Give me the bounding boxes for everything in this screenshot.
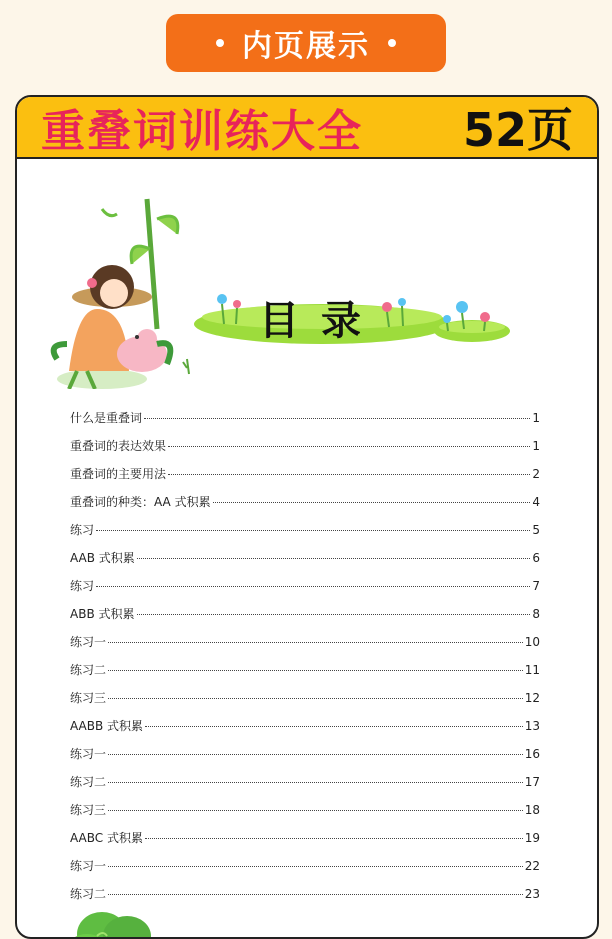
toc-entry-label: AABB 式积累 bbox=[70, 719, 144, 733]
toc-entry-label: 什么是重叠词 bbox=[70, 411, 143, 425]
toc-entry-label: 练习 bbox=[70, 579, 95, 593]
dot-leader bbox=[168, 446, 530, 447]
dot-leader bbox=[108, 754, 523, 755]
toc-entry-page-number: 4 bbox=[532, 495, 540, 509]
toc-entry-label: 练习一 bbox=[70, 635, 107, 649]
toc-entry-label: ABB 式积累 bbox=[70, 607, 135, 621]
book-title: 重叠词训练大全 bbox=[41, 106, 363, 157]
toc-header-illustration bbox=[17, 159, 597, 389]
toc-entry-page-number: 17 bbox=[524, 775, 540, 789]
dot-leader bbox=[108, 698, 523, 699]
toc-entry-label: 练习三 bbox=[70, 691, 107, 705]
toc-entry-page-number: 18 bbox=[524, 803, 540, 817]
dot-leader bbox=[137, 558, 530, 559]
dot-leader bbox=[137, 614, 531, 615]
dot-leader bbox=[108, 670, 523, 671]
toc-entry[interactable] bbox=[70, 577, 540, 605]
toc-entry[interactable] bbox=[70, 661, 540, 689]
toc-entry-page-number: 19 bbox=[524, 831, 540, 845]
toc-entry-page-number: 23 bbox=[524, 887, 540, 901]
toc-entry[interactable] bbox=[70, 549, 540, 577]
title-banner bbox=[17, 97, 597, 159]
dot-leader bbox=[213, 502, 530, 503]
dot-leader bbox=[144, 418, 530, 419]
toc-entry-label: 重叠词的种类：AA 式积累 bbox=[70, 495, 211, 509]
toc-entry-label: 重叠词的主要用法 bbox=[70, 467, 167, 481]
toc-entry-label: AAB 式积累 bbox=[70, 551, 135, 565]
toc-entry[interactable] bbox=[70, 801, 540, 829]
book-page-frame bbox=[15, 95, 599, 939]
bush-icon bbox=[57, 904, 167, 939]
toc-entry-label: 练习一 bbox=[70, 747, 107, 761]
toc-entry-page-number: 10 bbox=[524, 635, 540, 649]
toc-entry-page-number: 6 bbox=[532, 551, 540, 565]
toc-entry-page-number: 5 bbox=[532, 523, 540, 537]
toc-entry[interactable] bbox=[70, 745, 540, 773]
toc-entry-page-number: 7 bbox=[532, 579, 540, 593]
toc-entry[interactable] bbox=[70, 521, 540, 549]
toc-entry[interactable] bbox=[70, 829, 540, 857]
dot-leader bbox=[145, 726, 523, 727]
toc-entry-label: AABC 式积累 bbox=[70, 831, 143, 845]
toc-entry-label: 练习二 bbox=[70, 775, 107, 789]
toc-entry-page-number: 1 bbox=[532, 439, 540, 453]
toc-entry-label: 练习 bbox=[70, 523, 95, 537]
dot-leader bbox=[108, 894, 523, 895]
grass-flowers-icon bbox=[434, 301, 510, 342]
toc-entry-page-number: 16 bbox=[524, 747, 540, 761]
toc-entry-page-number: 1 bbox=[532, 411, 540, 425]
dot-leader bbox=[145, 838, 523, 839]
toc-entry-page-number: 12 bbox=[524, 691, 540, 705]
dot-leader bbox=[108, 810, 523, 811]
toc-entry-label: 练习一 bbox=[70, 859, 107, 873]
dot-leader bbox=[108, 866, 523, 867]
toc-entry[interactable] bbox=[70, 773, 540, 801]
section-tag-label: 内页展示 bbox=[242, 29, 370, 64]
toc-entry[interactable] bbox=[70, 605, 540, 633]
dot-leader bbox=[108, 642, 523, 643]
toc-entry-label: 练习二 bbox=[70, 663, 107, 677]
toc-entry[interactable] bbox=[70, 689, 540, 717]
toc-entry-page-number: 2 bbox=[532, 467, 540, 481]
dot-icon bbox=[388, 39, 396, 47]
table-of-contents bbox=[70, 409, 540, 913]
toc-entry[interactable] bbox=[70, 493, 540, 521]
toc-entry[interactable] bbox=[70, 717, 540, 745]
toc-entry-label: 练习三 bbox=[70, 803, 107, 817]
toc-entry[interactable] bbox=[70, 437, 540, 465]
section-tag bbox=[166, 14, 446, 72]
dot-leader bbox=[168, 474, 530, 475]
bamboo-icon bbox=[102, 199, 178, 329]
toc-entry[interactable] bbox=[70, 465, 540, 493]
toc-entry[interactable] bbox=[70, 857, 540, 885]
toc-entry-page-number: 11 bbox=[524, 663, 540, 677]
toc-entry-page-number: 13 bbox=[524, 719, 540, 733]
contents-page bbox=[17, 159, 597, 935]
toc-entry-label: 重叠词的表达效果 bbox=[70, 439, 167, 453]
toc-entry[interactable] bbox=[70, 409, 540, 437]
dot-icon bbox=[216, 39, 224, 47]
page-count: 52页 bbox=[462, 103, 573, 157]
dot-leader bbox=[96, 586, 530, 587]
toc-entry[interactable] bbox=[70, 633, 540, 661]
toc-entry-page-number: 8 bbox=[532, 607, 540, 621]
dot-leader bbox=[108, 782, 523, 783]
toc-entry-label: 练习二 bbox=[70, 887, 107, 901]
contents-title: 目录 bbox=[259, 298, 383, 344]
dot-leader bbox=[96, 530, 530, 531]
toc-entry-page-number: 22 bbox=[524, 859, 540, 873]
